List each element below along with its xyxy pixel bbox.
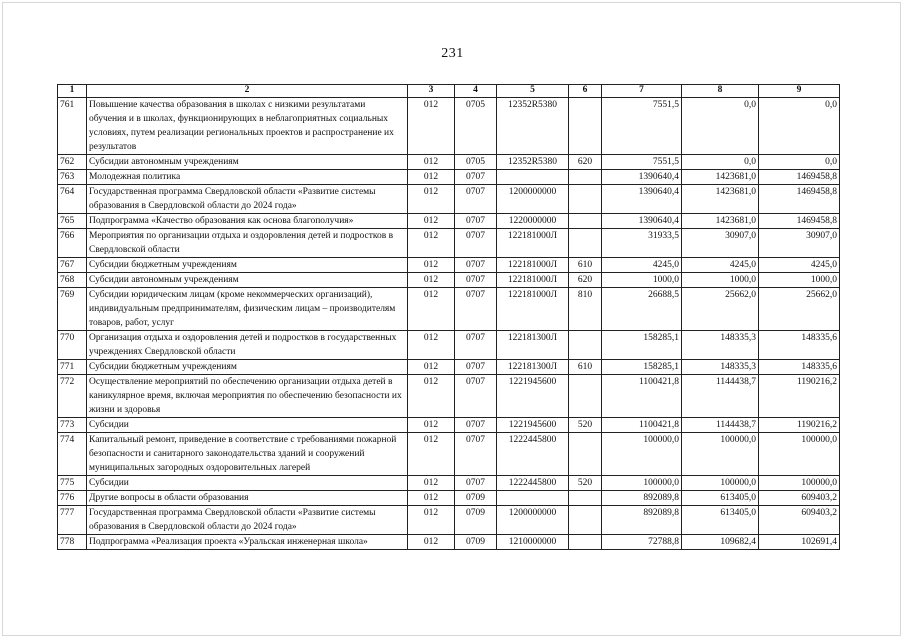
row-expense-type bbox=[569, 214, 602, 229]
row-ministry-code: 012 bbox=[408, 418, 455, 433]
row-amount-col7: 892089,8 bbox=[602, 506, 682, 535]
row-amount-col9: 148335,6 bbox=[759, 331, 840, 360]
table-row bbox=[58, 433, 840, 476]
row-amount-col8: 100000,0 bbox=[682, 433, 759, 476]
table-row bbox=[58, 506, 840, 535]
row-name: Субсидии автономным учреждениям bbox=[87, 273, 408, 288]
row-amount-col8: 1423681,0 bbox=[682, 185, 759, 214]
col-header-3: 3 bbox=[408, 85, 455, 98]
row-name: Субсидии bbox=[87, 418, 408, 433]
row-amount-col9: 609403,2 bbox=[759, 491, 840, 506]
row-ministry-code: 012 bbox=[408, 375, 455, 418]
table-row bbox=[58, 214, 840, 229]
row-number: 770 bbox=[58, 331, 87, 360]
row-name: Молодежная политика bbox=[87, 170, 408, 185]
col-header-1: 1 bbox=[58, 85, 87, 98]
row-name: Субсидии юридическим лицам (кроме некоммерческих организаций), индивидуальным предпринимателям, физическим лицам – производителям товаров, работ, услуг bbox=[87, 288, 408, 331]
row-amount-col9: 1190216,2 bbox=[759, 375, 840, 418]
row-amount-col9: 25662,0 bbox=[759, 288, 840, 331]
row-amount-col8: 30907,0 bbox=[682, 229, 759, 258]
table-row bbox=[58, 98, 840, 155]
row-name: Государственная программа Свердловской области «Развитие системы образования в Свердловской области до 2024 года» bbox=[87, 185, 408, 214]
col-header-7: 7 bbox=[602, 85, 682, 98]
row-number: 771 bbox=[58, 360, 87, 375]
row-ministry-code: 012 bbox=[408, 288, 455, 331]
row-number: 762 bbox=[58, 155, 87, 170]
row-amount-col7: 26688,5 bbox=[602, 288, 682, 331]
row-section-code: 0709 bbox=[455, 491, 497, 506]
col-header-6: 6 bbox=[569, 85, 602, 98]
row-amount-col8: 148335,3 bbox=[682, 360, 759, 375]
col-header-4: 4 bbox=[455, 85, 497, 98]
table-row bbox=[58, 476, 840, 491]
row-amount-col9: 4245,0 bbox=[759, 258, 840, 273]
row-target-code: 12352R5380 bbox=[497, 155, 569, 170]
row-expense-type: 620 bbox=[569, 273, 602, 288]
row-ministry-code: 012 bbox=[408, 476, 455, 491]
row-number: 774 bbox=[58, 433, 87, 476]
row-section-code: 0705 bbox=[455, 155, 497, 170]
row-amount-col7: 892089,8 bbox=[602, 491, 682, 506]
row-amount-col7: 158285,1 bbox=[602, 360, 682, 375]
row-amount-col7: 7551,5 bbox=[602, 155, 682, 170]
row-target-code: 122181300Л bbox=[497, 360, 569, 375]
col-header-8: 8 bbox=[682, 85, 759, 98]
row-name: Организация отдыха и оздоровления детей и подростков в государственных учреждениях Свердловской области bbox=[87, 331, 408, 360]
col-header-9: 9 bbox=[759, 85, 840, 98]
row-target-code: 122181300Л bbox=[497, 331, 569, 360]
row-amount-col8: 613405,0 bbox=[682, 491, 759, 506]
row-section-code: 0707 bbox=[455, 258, 497, 273]
row-target-code: 1222445800 bbox=[497, 476, 569, 491]
col-header-2: 2 bbox=[87, 85, 408, 98]
row-target-code: 122181000Л bbox=[497, 229, 569, 258]
row-section-code: 0707 bbox=[455, 214, 497, 229]
row-ministry-code: 012 bbox=[408, 170, 455, 185]
row-ministry-code: 012 bbox=[408, 331, 455, 360]
row-expense-type: 520 bbox=[569, 418, 602, 433]
row-ministry-code: 012 bbox=[408, 506, 455, 535]
table-row bbox=[58, 273, 840, 288]
row-ministry-code: 012 bbox=[408, 258, 455, 273]
row-expense-type: 620 bbox=[569, 155, 602, 170]
row-name: Подпрограмма «Качество образования как основа благополучия» bbox=[87, 214, 408, 229]
row-section-code: 0707 bbox=[455, 170, 497, 185]
row-amount-col8: 148335,3 bbox=[682, 331, 759, 360]
row-amount-col8: 4245,0 bbox=[682, 258, 759, 273]
row-amount-col8: 1144438,7 bbox=[682, 418, 759, 433]
table-row bbox=[58, 229, 840, 258]
row-number: 769 bbox=[58, 288, 87, 331]
row-name: Другие вопросы в области образования bbox=[87, 491, 408, 506]
row-amount-col9: 1190216,2 bbox=[759, 418, 840, 433]
row-name: Осуществление мероприятий по обеспечению организации отдыха детей в каникулярное время, включая мероприятия по обеспечению безопасности их жизни и здоровья bbox=[87, 375, 408, 418]
table-row bbox=[58, 288, 840, 331]
row-amount-col9: 1469458,8 bbox=[759, 170, 840, 185]
row-target-code: 1220000000 bbox=[497, 214, 569, 229]
row-number: 763 bbox=[58, 170, 87, 185]
row-ministry-code: 012 bbox=[408, 214, 455, 229]
table-row bbox=[58, 535, 840, 550]
row-target-code: 1221945600 bbox=[497, 418, 569, 433]
row-amount-col8: 25662,0 bbox=[682, 288, 759, 331]
row-name: Мероприятия по организации отдыха и оздоровления детей и подростков в Свердловской области bbox=[87, 229, 408, 258]
row-section-code: 0709 bbox=[455, 535, 497, 550]
row-amount-col8: 1000,0 bbox=[682, 273, 759, 288]
row-amount-col9: 148335,6 bbox=[759, 360, 840, 375]
row-ministry-code: 012 bbox=[408, 491, 455, 506]
table-row bbox=[58, 418, 840, 433]
row-amount-col9: 1469458,8 bbox=[759, 214, 840, 229]
row-expense-type bbox=[569, 98, 602, 155]
row-amount-col7: 1100421,8 bbox=[602, 375, 682, 418]
row-number: 775 bbox=[58, 476, 87, 491]
row-name: Субсидии автономным учреждениям bbox=[87, 155, 408, 170]
row-ministry-code: 012 bbox=[408, 185, 455, 214]
row-section-code: 0707 bbox=[455, 418, 497, 433]
row-expense-type: 810 bbox=[569, 288, 602, 331]
row-name: Государственная программа Свердловской области «Развитие системы образования в Свердловской области до 2024 года» bbox=[87, 506, 408, 535]
row-target-code: 12352R5380 bbox=[497, 98, 569, 155]
row-ministry-code: 012 bbox=[408, 229, 455, 258]
col-header-5: 5 bbox=[497, 85, 569, 98]
row-amount-col7: 158285,1 bbox=[602, 331, 682, 360]
row-expense-type bbox=[569, 185, 602, 214]
row-section-code: 0707 bbox=[455, 331, 497, 360]
row-number: 768 bbox=[58, 273, 87, 288]
row-amount-col8: 1423681,0 bbox=[682, 214, 759, 229]
row-amount-col9: 100000,0 bbox=[759, 433, 840, 476]
row-amount-col7: 100000,0 bbox=[602, 476, 682, 491]
row-expense-type: 610 bbox=[569, 258, 602, 273]
row-target-code: 122181000Л bbox=[497, 288, 569, 331]
row-number: 761 bbox=[58, 98, 87, 155]
row-target-code: 1200000000 bbox=[497, 185, 569, 214]
row-amount-col7: 1100421,8 bbox=[602, 418, 682, 433]
row-section-code: 0707 bbox=[455, 433, 497, 476]
row-expense-type bbox=[569, 433, 602, 476]
row-ministry-code: 012 bbox=[408, 360, 455, 375]
row-amount-col9: 102691,4 bbox=[759, 535, 840, 550]
row-expense-type: 610 bbox=[569, 360, 602, 375]
row-expense-type bbox=[569, 375, 602, 418]
row-amount-col7: 31933,5 bbox=[602, 229, 682, 258]
row-number: 773 bbox=[58, 418, 87, 433]
row-number: 765 bbox=[58, 214, 87, 229]
row-name: Подпрограмма «Реализация проекта «Уральская инженерная школа» bbox=[87, 535, 408, 550]
row-target-code: 1222445800 bbox=[497, 433, 569, 476]
row-ministry-code: 012 bbox=[408, 98, 455, 155]
row-expense-type bbox=[569, 170, 602, 185]
row-number: 777 bbox=[58, 506, 87, 535]
row-section-code: 0705 bbox=[455, 98, 497, 155]
row-section-code: 0709 bbox=[455, 506, 497, 535]
row-amount-col7: 1390640,4 bbox=[602, 185, 682, 214]
row-section-code: 0707 bbox=[455, 229, 497, 258]
row-expense-type bbox=[569, 506, 602, 535]
row-target-code bbox=[497, 170, 569, 185]
row-section-code: 0707 bbox=[455, 476, 497, 491]
row-amount-col8: 1423681,0 bbox=[682, 170, 759, 185]
row-name: Субсидии bbox=[87, 476, 408, 491]
row-name: Субсидии бюджетным учреждениям bbox=[87, 258, 408, 273]
row-amount-col7: 1390640,4 bbox=[602, 214, 682, 229]
row-amount-col8: 0,0 bbox=[682, 98, 759, 155]
row-ministry-code: 012 bbox=[408, 433, 455, 476]
row-target-code bbox=[497, 491, 569, 506]
row-expense-type bbox=[569, 535, 602, 550]
row-amount-col9: 100000,0 bbox=[759, 476, 840, 491]
row-section-code: 0707 bbox=[455, 360, 497, 375]
row-ministry-code: 012 bbox=[408, 155, 455, 170]
row-amount-col7: 100000,0 bbox=[602, 433, 682, 476]
table-row bbox=[58, 360, 840, 375]
row-target-code: 1200000000 bbox=[497, 506, 569, 535]
row-amount-col7: 1000,0 bbox=[602, 273, 682, 288]
row-amount-col7: 72788,8 bbox=[602, 535, 682, 550]
row-name: Субсидии бюджетным учреждениям bbox=[87, 360, 408, 375]
row-number: 764 bbox=[58, 185, 87, 214]
row-amount-col7: 7551,5 bbox=[602, 98, 682, 155]
row-section-code: 0707 bbox=[455, 185, 497, 214]
row-number: 776 bbox=[58, 491, 87, 506]
row-number: 767 bbox=[58, 258, 87, 273]
row-name: Повышение качества образования в школах с низкими результатами обучения и в школах, функционирующих в неблагоприятных социальных условиях, путем реализации региональных проектов и распространение их результатов bbox=[87, 98, 408, 155]
table-body bbox=[58, 98, 840, 550]
table-row bbox=[58, 155, 840, 170]
row-number: 766 bbox=[58, 229, 87, 258]
row-amount-col8: 100000,0 bbox=[682, 476, 759, 491]
row-amount-col9: 1000,0 bbox=[759, 273, 840, 288]
row-ministry-code: 012 bbox=[408, 273, 455, 288]
row-amount-col9: 0,0 bbox=[759, 155, 840, 170]
row-number: 772 bbox=[58, 375, 87, 418]
row-expense-type bbox=[569, 491, 602, 506]
row-section-code: 0707 bbox=[455, 273, 497, 288]
table-row bbox=[58, 375, 840, 418]
table-row bbox=[58, 170, 840, 185]
row-ministry-code: 012 bbox=[408, 535, 455, 550]
row-section-code: 0707 bbox=[455, 288, 497, 331]
header-row bbox=[58, 85, 840, 98]
table-row bbox=[58, 331, 840, 360]
row-expense-type: 520 bbox=[569, 476, 602, 491]
row-target-code: 1210000000 bbox=[497, 535, 569, 550]
row-amount-col9: 30907,0 bbox=[759, 229, 840, 258]
row-amount-col7: 4245,0 bbox=[602, 258, 682, 273]
row-section-code: 0707 bbox=[455, 375, 497, 418]
row-target-code: 122181000Л bbox=[497, 273, 569, 288]
budget-table bbox=[57, 84, 840, 550]
row-amount-col8: 0,0 bbox=[682, 155, 759, 170]
row-amount-col9: 0,0 bbox=[759, 98, 840, 155]
row-name: Капитальный ремонт, приведение в соответствие с требованиями пожарной безопасности и санитарного законодательства зданий и сооружений муниципальных загородных оздоровительных лагерей bbox=[87, 433, 408, 476]
row-amount-col9: 609403,2 bbox=[759, 506, 840, 535]
row-amount-col8: 613405,0 bbox=[682, 506, 759, 535]
row-amount-col8: 1144438,7 bbox=[682, 375, 759, 418]
row-expense-type bbox=[569, 229, 602, 258]
row-amount-col7: 1390640,4 bbox=[602, 170, 682, 185]
row-amount-col9: 1469458,8 bbox=[759, 185, 840, 214]
table-row bbox=[58, 491, 840, 506]
table-row bbox=[58, 185, 840, 214]
row-target-code: 122181000Л bbox=[497, 258, 569, 273]
row-expense-type bbox=[569, 331, 602, 360]
row-number: 778 bbox=[58, 535, 87, 550]
row-target-code: 1221945600 bbox=[497, 375, 569, 418]
row-amount-col8: 109682,4 bbox=[682, 535, 759, 550]
table-row bbox=[58, 258, 840, 273]
page-number: 231 bbox=[441, 46, 464, 61]
